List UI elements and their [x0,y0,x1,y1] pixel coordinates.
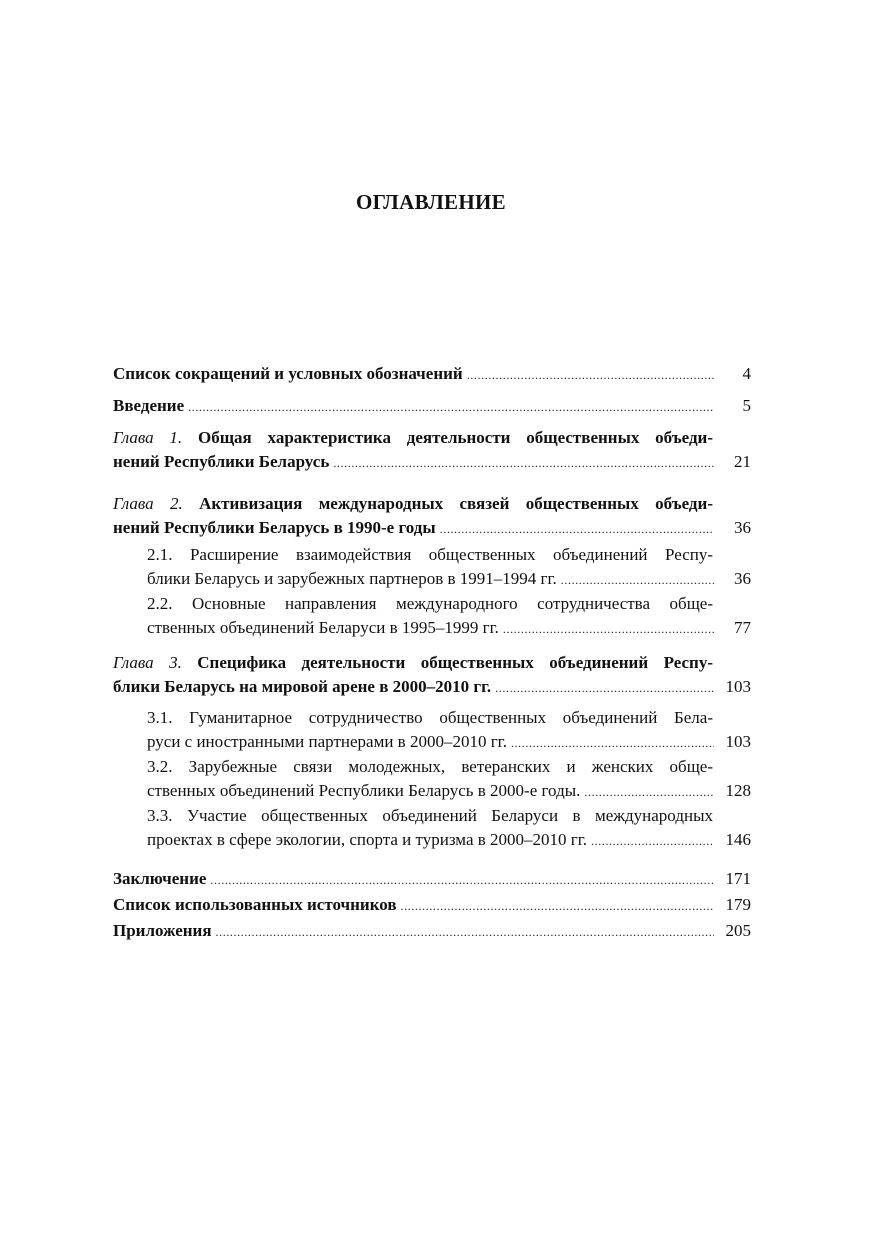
dot-leader [503,617,714,641]
toc-page-number: 103 [725,677,751,696]
toc-page-number: 77 [734,618,751,637]
toc-page-number: 103 [725,732,751,751]
toc-entry-chapter-1[interactable] [113,426,751,475]
dot-leader [591,829,714,853]
toc-page-number: 146 [725,830,751,849]
section-title-line-2: ственных объединений Республики Беларусь в 2000-е годы. [147,781,581,800]
dot-leader [440,517,714,541]
chapter-title-line-1: Общая характеристика деятельности общественных объеди- [197,428,713,447]
dot-leader [467,363,714,387]
toc-entry-section-2-1[interactable] [113,543,751,592]
toc-entry-sources[interactable] [113,893,751,918]
chapter-title-line-2: блики Беларусь на мировой арене в 2000–2010 гг. [113,677,492,696]
toc-page-number: 171 [725,869,751,888]
toc-page-number: 205 [725,921,751,940]
toc-label: Список использованных источников [113,895,397,914]
chapter-title-line-1: Специфика деятельности общественных объединений Респу- [197,653,713,672]
toc-page-number: 128 [725,781,751,800]
toc-entry-appendix[interactable] [113,919,751,944]
toc-page-number: 36 [734,518,751,537]
dot-leader [511,731,714,755]
toc-entry-abbreviations[interactable] [113,362,751,387]
section-title-line-2: проектах в сфере экологии, спорта и туризма в 2000–2010 гг. [147,830,588,849]
page-title: ОГЛАВЛЕНИЕ [356,190,506,214]
toc-page-number: 5 [742,396,751,415]
dot-leader [188,395,714,419]
section-title-line-2: блики Беларусь и зарубежных партнеров в 1991–1994 гг. [147,569,557,588]
dot-leader [333,451,714,475]
table-of-contents [113,362,751,944]
toc-entry-chapter-2[interactable] [113,492,751,541]
chapter-prefix: Глава 2. [113,494,183,513]
dot-leader [401,894,714,918]
section-title-line-1: 2.2. Основные направления международного сотрудничества обще- [147,594,713,613]
toc-label: Введение [113,396,185,415]
toc-page-number: 179 [725,895,751,914]
chapter-prefix: Глава 1. [113,428,183,447]
section-title-line-1: 3.2. Зарубежные связи молодежных, ветеранских и женских обще- [147,757,713,776]
toc-page-number: 4 [742,364,751,383]
dot-leader [495,676,714,700]
toc-page-number: 36 [734,569,751,588]
toc-entry-chapter-3[interactable] [113,651,751,700]
section-title-line-1: 3.3. Участие общественных объединений Беларуси в международных [147,806,713,825]
dot-leader [561,568,714,592]
toc-label: Приложения [113,921,212,940]
chapter-title-line-2: нений Республики Беларусь в 1990-е годы [113,518,436,537]
toc-label: Список сокращений и условных обозначений [113,364,463,383]
section-title-line-2: руси с иностранными партнерами в 2000–2010 гг. [147,732,507,751]
toc-entry-section-2-2[interactable] [113,592,751,641]
toc-entry-section-3-1[interactable] [113,706,751,755]
chapter-prefix: Глава 3. [113,653,182,672]
toc-entry-section-3-3[interactable] [113,804,751,853]
toc-entry-conclusion[interactable] [113,867,751,892]
section-title-line-1: 3.1. Гуманитарное сотрудничество общественных объединений Бела- [147,708,713,727]
toc-page-number: 21 [734,452,751,471]
dot-leader [584,780,714,804]
chapter-title-line-1: Активизация международных связей общественных объеди- [199,494,713,513]
chapter-title-line-2: нений Республики Беларусь [113,452,330,471]
toc-label: Заключение [113,869,207,888]
toc-entry-section-3-2[interactable] [113,755,751,804]
dot-leader [210,868,714,892]
dot-leader [216,920,714,944]
section-title-line-1: 2.1. Расширение взаимодействия общественных объединений Респу- [147,545,713,564]
toc-entry-introduction[interactable] [113,394,751,419]
section-title-line-2: ственных объединений Беларуси в 1995–1999 гг. [147,618,499,637]
